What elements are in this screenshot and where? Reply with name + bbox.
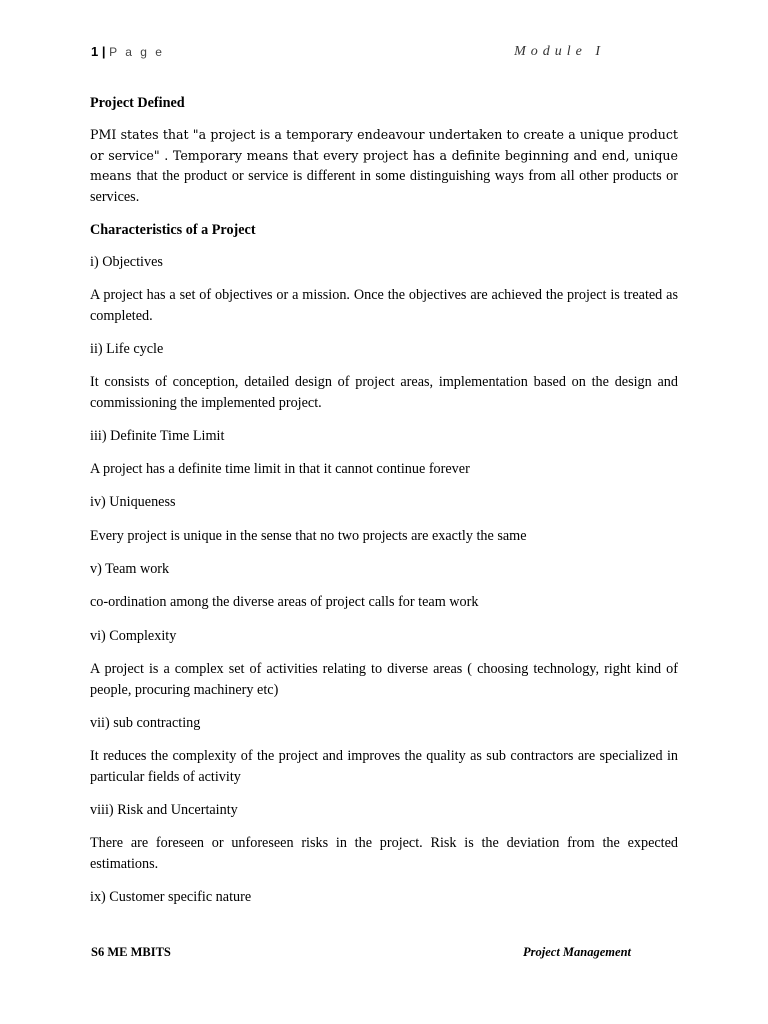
intro-paragraph-part1: PMI states that "a project is a temporary endeavour undertaken to create a unique product or service" . Temporary means that every project has a definite beginning and end, unique means <box>90 127 678 183</box>
footer-subject: Project Management <box>523 945 631 959</box>
page-header <box>91 44 611 64</box>
page-footer <box>91 945 631 965</box>
section-heading-characteristics: Characteristics of a Project <box>90 221 256 238</box>
document-body <box>90 93 678 920</box>
page-separator: | <box>98 44 110 59</box>
intro-paragraph-part2: that the product or service is different in some distinguishing ways from all other products or services. <box>90 168 678 205</box>
item-label-sub-contracting: vii) sub contracting <box>90 714 201 731</box>
page-number-label <box>91 44 164 59</box>
item-text-team-work: co-ordination among the diverse areas of project calls for team work <box>90 594 479 611</box>
item-text-sub-contracting: It reduces the complexity of the project and improves the quality as sub contractors are specialized in particular fields of activity <box>90 748 678 785</box>
item-text-time-limit: A project has a definite time limit in that it cannot continue forever <box>90 461 470 478</box>
item-label-team-work: v) Team work <box>90 560 170 577</box>
section-heading-project-defined: Project Defined <box>90 95 185 111</box>
item-label-risk: viii) Risk and Uncertainty <box>90 801 238 818</box>
item-label-time-limit: iii) Definite Time Limit <box>90 427 225 444</box>
item-label-objectives: i) Objectives <box>90 253 163 270</box>
item-text-objectives: A project has a set of objectives or a mission. Once the objectives are achieved the project is treated as completed. <box>90 287 678 324</box>
item-label-customer-specific: ix) Customer specific nature <box>90 888 252 905</box>
item-label-uniqueness: iv) Uniqueness <box>90 494 176 511</box>
item-label-life-cycle: ii) Life cycle <box>90 340 164 357</box>
page-number: 1 <box>91 44 99 59</box>
footer-institution: S6 ME MBITS <box>91 945 171 959</box>
item-text-complexity: A project is a complex set of activities relating to diverse areas ( choosing technology, right kind of people, procuring machinery etc) <box>90 661 678 698</box>
item-label-complexity: vi) Complexity <box>90 627 177 644</box>
item-text-risk: There are foreseen or unforeseen risks in the project. Risk is the deviation from the expected estimations. <box>90 835 678 872</box>
intro-paragraph <box>90 125 678 207</box>
module-label: Module I <box>514 44 605 59</box>
page-word: P a g e <box>109 45 165 59</box>
item-text-life-cycle: It consists of conception, detailed design of project areas, implementation based on the design and commissioning the implemented project. <box>90 374 678 411</box>
item-text-uniqueness: Every project is unique in the sense that no two projects are exactly the same <box>90 527 527 544</box>
